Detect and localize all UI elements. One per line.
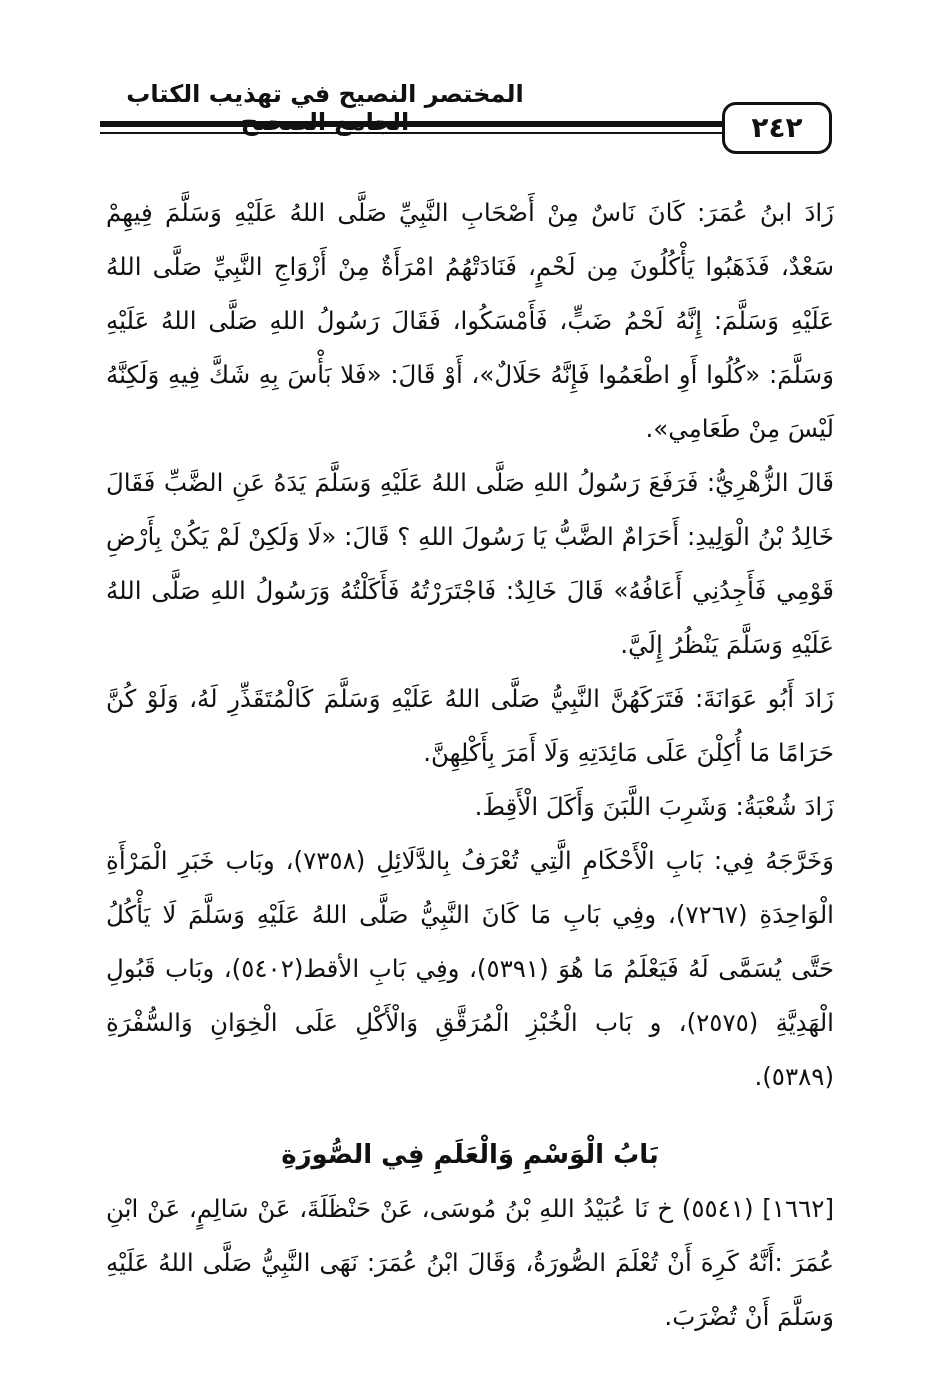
page-number: ٢٤٢ — [722, 102, 832, 154]
body-text — [106, 186, 834, 1344]
paragraph-1: زَادَ ابنُ عُمَرَ: كَانَ نَاسٌ مِنْ أَصْحَابِ النَّبِيِّ صَلَّى اللهُ عَلَيْهِ وَسَلَّمَ فِيهِمْ سَعْدٌ، فَذَهَبُوا يَأْكُلُونَ مِن لَحْمٍ، فَنَادَتْهُمُ امْرَأَةٌ مِنْ أَزْوَاجِ النَّبِيِّ صَلَّى اللهُ عَلَيْهِ وَسَلَّمَ: إِنَّهُ لَحْمُ ضَبٍّ، فَأَمْسَكُوا، فَقَالَ رَسُولُ اللهِ صَلَّى اللهُ عَلَيْهِ وَسَلَّمَ: «كُلُوا أَوِ اطْعَمُوا فَإِنَّهُ حَلَالٌ»، أَوْ قَالَ: «فَلا بَأْسَ بِهِ شَكَّ فِيهِ وَلَكِنَّهُ لَيْسَ مِنْ طَعَامِي». — [106, 198, 834, 443]
header-rule-thin — [100, 132, 722, 134]
paragraph-2: قَالَ الزُّهْرِيُّ: فَرَفَعَ رَسُولُ اللهِ صَلَّى اللهُ عَلَيْهِ وَسَلَّمَ يَدَهُ عَنِ الضَّبِّ فَقَالَ خَالِدُ بْنُ الْوَلِيدِ: أَحَرَامٌ الضَّبُّ يَا رَسُولَ اللهِ ؟ قَالَ: «لَا وَلَكِنْ لَمْ يَكُنْ بِأَرْضِ قَوْمِي فَأَجِدُنِي أَعَافُهُ» قَالَ خَالِدٌ: فَاجْتَرَرْتُهُ فَأَكَلْتُهُ وَرَسُولُ اللهِ صَلَّى اللهُ عَلَيْهِ وَسَلَّمَ يَنْظُرُ إِلَيَّ. — [106, 468, 834, 659]
paragraph-4: زَادَ شُعْبَةُ: وَشَرِبَ اللَّبَنَ وَأَكَلَ الْأَقِطَ. — [474, 792, 834, 821]
section-heading: بَابُ الْوَسْمِ وَالْعَلَمِ فِي الصُّورَةِ — [281, 1140, 659, 1170]
hadith-text: [١٦٦٢] (٥٥٤١) خ نَا عُبَيْدُ اللهِ بْنُ مُوسَى، عَنْ حَنْظَلَةَ، عَنْ سَالِمٍ، عَنْ ابْنِ عُمَرَ :أَنَّهُ كَرِهَ أَنْ تُعْلَمَ الصُّورَةُ، وَقَالَ ابْنُ عُمَرَ: نَهَى النَّبِيُّ صَلَّى اللهُ عَلَيْهِ وَسَلَّمَ أَنْ تُضْرَبَ. — [106, 1194, 835, 1331]
paragraph-3: زَادَ أَبُو عَوَانَةَ: فَتَرَكَهُنَّ النَّبِيُّ صَلَّى اللهُ عَلَيْهِ وَسَلَّمَ كَالْمُتَقَذِّرِ لَهُ، وَلَوْ كُنَّ حَرَامًا مَا أُكِلْنَ عَلَى مَائِدَتِهِ وَلَا أَمَرَ بِأَكْلِهِنَّ. — [106, 684, 834, 767]
header-rule-thick — [100, 121, 722, 127]
running-title: المختصر النصيح في تهذيب الكتاب — [126, 80, 524, 108]
paragraph-5: وَخَرَّجَهُ فِي: بَابِ الْأَحْكَامِ الَّتِي تُعْرَفُ بِالدَّلَائِلِ (٧٣٥٨)، وبَاب خَبَرِ الْمَرْأَةِ الْوَاحِدَةِ (٧٢٦٧)، وفِي بَابِ مَا كَانَ النَّبِيُّ صَلَّى اللهُ عَلَيْهِ وَسَلَّمَ لَا يَأْكُلُ حَتَّى يُسَمَّى لَهُ فَيَعْلَمُ مَا هُوَ (٥٣٩١)، وفِي بَابِ الأقط(٥٤٠٢)، وبَاب قَبُولِ الْهَدِيَّةِ (٢٥٧٥)، و بَاب الْخُبْزِ الْمُرَقَّقِ وَالْأَكْلِ عَلَى الْخِوَانِ وَالسُّفْرَةِ (٥٣٨٩). — [106, 846, 834, 1091]
